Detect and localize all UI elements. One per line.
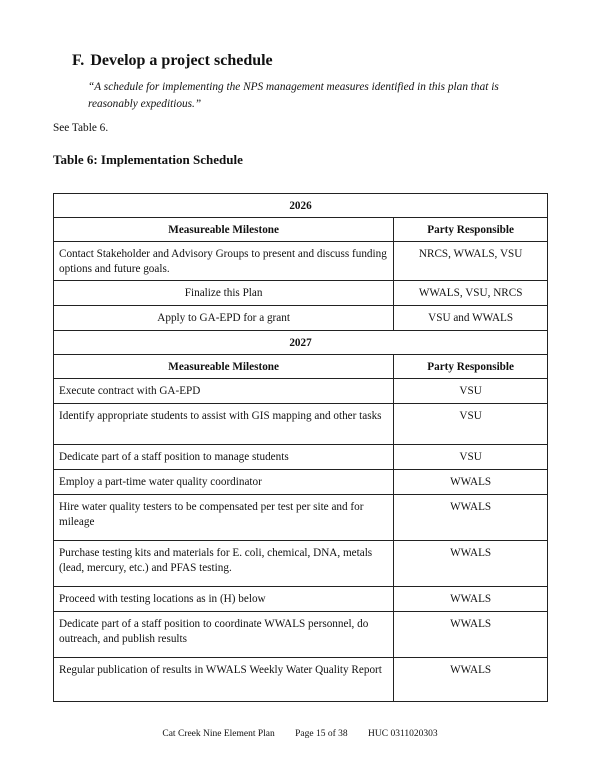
section-heading [72,52,273,70]
party-cell: WWALS [394,495,548,541]
table-row [54,587,548,612]
year-row [54,331,548,355]
table-row [54,541,548,587]
table-row [54,658,548,702]
milestone-cell: Proceed with testing locations as in (H) below [54,587,394,612]
section-letter: F. [72,52,85,69]
party-cell: WWALS [394,587,548,612]
milestone-cell: Purchase testing kits and materials for E. coli, chemical, DNA, metals (lead, mercury, etc.) and PFAS testing. [54,541,394,587]
party-cell: VSU [394,379,548,404]
header-row [54,218,548,242]
milestone-cell: Finalize this Plan [54,281,394,306]
header-milestone: Measureable Milestone [54,218,394,242]
party-cell: WWALS [394,612,548,658]
year-row [54,194,548,218]
party-cell: VSU and WWALS [394,306,548,331]
table-row [54,306,548,331]
year-cell: 2026 [54,194,548,218]
year-cell: 2027 [54,331,548,355]
table-row [54,242,548,281]
party-cell: WWALS [394,470,548,495]
table-row [54,612,548,658]
requirement-quote: “A schedule for implementing the NPS management measures identified in this plan that is reasonably expeditious.” [88,81,499,110]
party-cell: WWALS [394,541,548,587]
party-cell: WWALS [394,658,548,702]
page-footer [0,729,600,739]
footer-doc-name: Cat Creek Nine Element Plan [162,729,275,739]
party-cell: VSU [394,445,548,470]
footer-huc: HUC 0311020303 [368,729,438,739]
milestone-cell: Contact Stakeholder and Advisory Groups to present and discuss funding options and future goals. [54,242,394,281]
implementation-schedule-table [53,193,548,702]
header-row [54,355,548,379]
table-row [54,470,548,495]
table-row [54,495,548,541]
footer-page-number: Page 15 of 38 [295,729,348,739]
milestone-cell: Dedicate part of a staff position to manage students [54,445,394,470]
milestone-cell: Dedicate part of a staff position to coordinate WWALS personnel, do outreach, and publish results [54,612,394,658]
table-row [54,281,548,306]
table-row [54,379,548,404]
section-title: Develop a project schedule [90,52,273,69]
header-milestone: Measureable Milestone [54,355,394,379]
milestone-cell: Employ a part-time water quality coordinator [54,470,394,495]
party-cell: NRCS, WWALS, VSU [394,242,548,281]
milestone-cell: Execute contract with GA-EPD [54,379,394,404]
milestone-cell: Hire water quality testers to be compensated per test per site and for mileage [54,495,394,541]
header-party: Party Responsible [394,355,548,379]
table-title: Table 6: Implementation Schedule [53,152,243,167]
party-cell: WWALS, VSU, NRCS [394,281,548,306]
milestone-cell: Identify appropriate students to assist with GIS mapping and other tasks [54,404,394,445]
header-party: Party Responsible [394,218,548,242]
table-row [54,445,548,470]
milestone-cell: Regular publication of results in WWALS Weekly Water Quality Report [54,658,394,702]
table-body [54,194,548,702]
table-reference: See Table 6. [53,122,109,134]
table-row [54,404,548,445]
party-cell: VSU [394,404,548,445]
milestone-cell: Apply to GA-EPD for a grant [54,306,394,331]
